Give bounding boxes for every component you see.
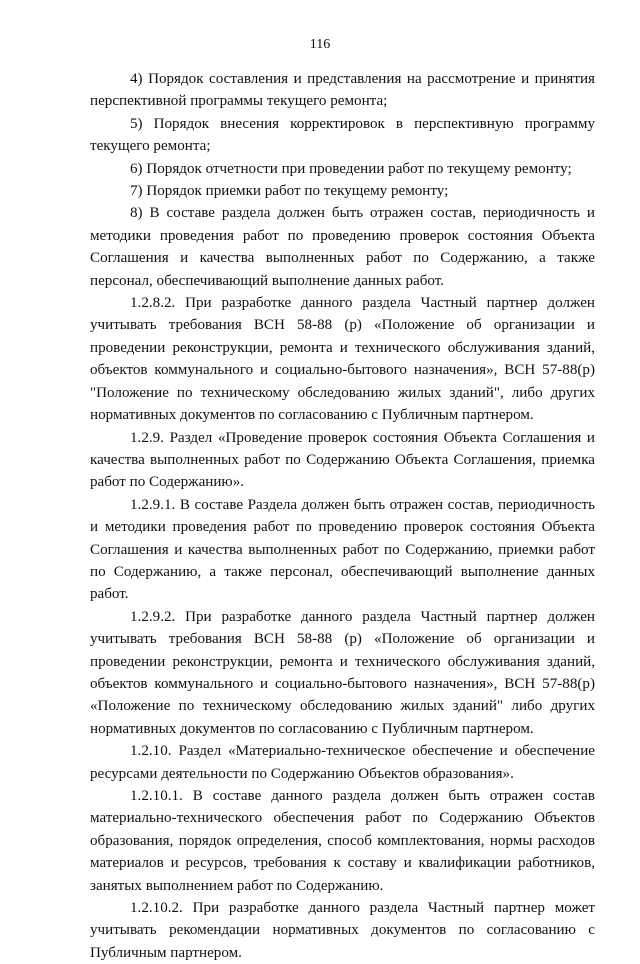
paragraph-item-5: 5) Порядок внесения корректировок в перспективную программу текущего ремонта; xyxy=(90,115,595,155)
paragraph-1-2-8-2: 1.2.8.2. При разработке данного раздела Частный партнер должен учитывать требования ВСН 58-88 (р) «Положение об организации и проведении реконструкции, ремонта и технического обслуживания зданий, объектов коммунального и социально-бытового назначения», ВСН 57-88(р) "Положение по техническому обследованию жилых зданий", либо других нормативных документов по согласованию с Публичным партнером. xyxy=(90,295,595,424)
paragraph-1-2-10: 1.2.10. Раздел «Материально-техническое обеспечение и обеспечение ресурсами деятельности по Содержанию Объектов образования». xyxy=(90,743,595,782)
paragraph-1-2-9: 1.2.9. Раздел «Проведение проверок состояния Объекта Соглашения и качества выполненных работ по Содержанию Объекта Соглашения, приемка работ по Содержанию». xyxy=(90,429,595,491)
page-number: 116 xyxy=(309,37,331,52)
paragraph-1-2-10-1: 1.2.10.1. В составе данного раздела должен быть отражен состав материально-технического обеспечения работ по Содержанию Объектов образования, порядок определения, способ комплектования, нормы расходов материалов и ресурсов, требования к составу и квалификации работников, занятых выполнением работ по Содержанию. xyxy=(90,788,595,894)
document-body xyxy=(90,68,595,964)
paragraph-1-2-10-2: 1.2.10.2. При разработке данного раздела Частный партнер может учитывать рекомендации нормативных документов по согласованию с Публичным партнером. xyxy=(90,900,595,961)
paragraph-1-2-9-2: 1.2.9.2. При разработке данного раздела Частный партнер должен учитывать требования ВСН 58-88 (р) «Положение об организации и проведении реконструкции, ремонта и технического обслуживания зданий, объектов коммунального и социально-бытового назначения», ВСН 57-88(р) «Положение по техническому обследованию жилых зданий" либо других нормативных документов по согласованию с Публичным партнером. xyxy=(90,608,595,737)
paragraph-1-2-9-1: 1.2.9.1. В составе Раздела должен быть отражен состав, периодичность и методики проведения работ по проведению проверок состояния Объекта Соглашения и качества выполненных работ по Содержанию, приемки работ по Содержанию, а также персонал, обеспечивающий выполнение данных работ. xyxy=(90,496,595,603)
paragraph-item-7: 7) Порядок приемки работ по текущему ремонту; xyxy=(130,183,449,200)
paragraph-item-8: 8) В составе раздела должен быть отражен состав, периодичность и методики проведения работ по проведению проверок состояния Объекта Соглашения и качества выполненных работ по Содержанию, а также персонал, обеспечивающий выполнение данных работ. xyxy=(90,205,595,289)
paragraph-item-6: 6) Порядок отчетности при проведении работ по текущему ремонту; xyxy=(130,160,572,177)
paragraph-item-4: 4) Порядок составления и представления на рассмотрение и принятия перспективной программы текущего ремонта; xyxy=(90,71,595,110)
